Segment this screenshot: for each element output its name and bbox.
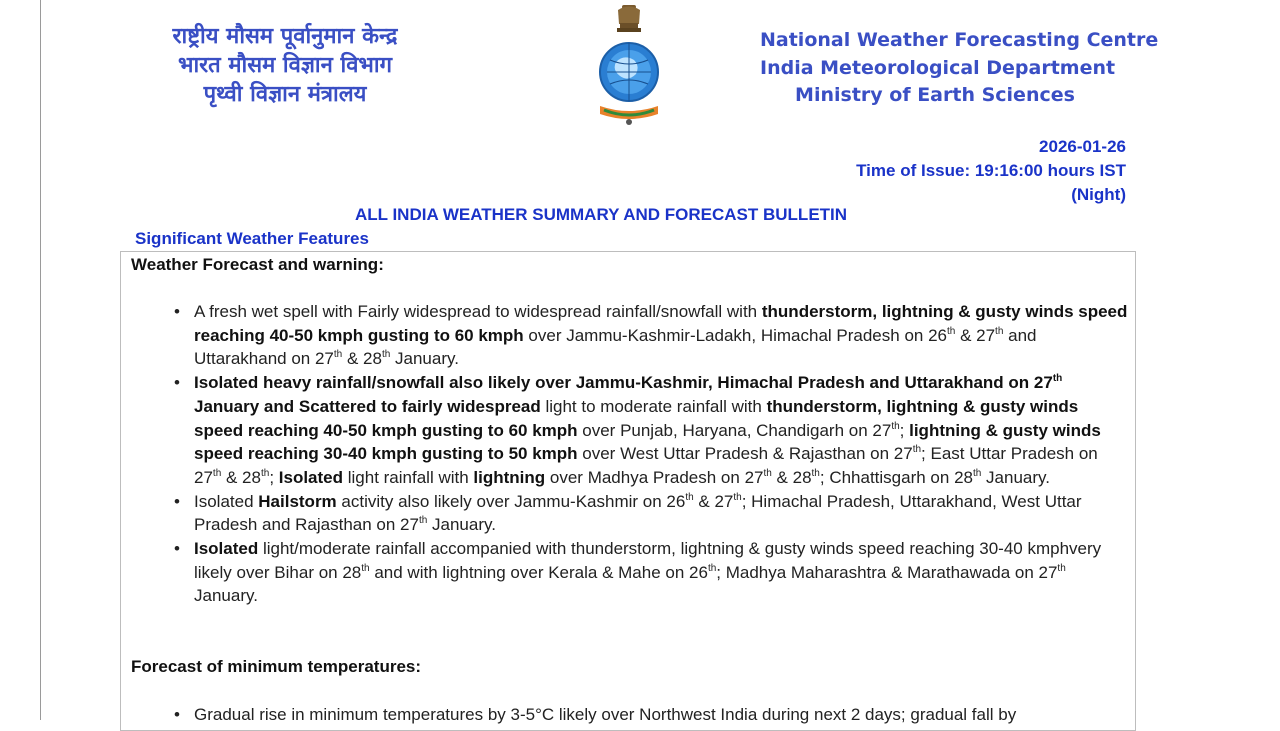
list-item-text: ; (269, 467, 279, 487)
list-item (121, 371, 1137, 490)
list-item-text: light/moderate rainfall accompanied with thunderstorm, lightning & gusty winds speed reaching 30-40 kmphvery likely over Bihar on 28 (194, 539, 1102, 582)
list-item-text: January. (194, 586, 258, 606)
list-item (121, 537, 1137, 608)
issue-time: Time of Issue: 19:16:00 hours IST (856, 161, 1126, 180)
list-item-text: & 28 (771, 467, 812, 487)
list-item-text: th (707, 562, 717, 574)
english-line-3: Ministry of Earth Sciences (795, 84, 1075, 106)
forecast-warning-heading: Weather Forecast and warning: (131, 255, 384, 274)
list-item-text: th (685, 491, 694, 503)
english-header (760, 27, 1159, 110)
list-item-text: lightning (473, 467, 546, 487)
list-item-text: Isolated (194, 539, 259, 559)
list-item-text: thunderstorm, lightning & gusty winds speed reaching 40-50 kmph gusting to 60 kmph (194, 302, 1128, 345)
list-item-text: th (811, 467, 820, 479)
list-item-text: January and Scattered to fairly widespread (194, 396, 541, 416)
list-item-text: th (947, 325, 956, 337)
imd-emblem-icon (596, 2, 662, 128)
list-item-text: ; (899, 420, 910, 440)
list-item (121, 703, 1137, 727)
forecast-box (120, 251, 1136, 731)
list-item-text: light to moderate rainfall with (540, 396, 767, 416)
hindi-line-1: राष्ट्रीय मौसम पूर्वानुमान केन्द्र (172, 24, 398, 49)
page-left-border (40, 0, 41, 720)
min-temp-list (121, 703, 1137, 727)
list-item-text: ; East Uttar Pradesh on 27 (194, 444, 1098, 487)
list-item-text: th (212, 467, 222, 479)
list-item-text: Isolated heavy rainfall/snowfall also likely over Jammu-Kashmir, Himachal Pradesh and Uttarakhand on 27 (194, 373, 1053, 393)
list-item-text: thunderstorm, lightning & gusty winds speed reaching 40-50 kmph gusting to 60 kmph (194, 396, 1079, 440)
list-item-text: th (260, 467, 270, 479)
list-item-text: Gradual rise in minimum temperatures by 3-5°C likely over Northwest India during next 2 days; gradual fall by (194, 705, 1017, 724)
hindi-header (150, 22, 420, 109)
list-item-text: Isolated (278, 467, 344, 487)
issue-period: (Night) (1071, 185, 1126, 204)
list-item-text: th (733, 491, 742, 503)
list-item-text: January. (981, 467, 1050, 487)
list-item-text: A fresh wet spell with Fairly widespread to widespread rainfall/snowfall with (194, 302, 762, 321)
list-item-text: activity also likely over Jammu-Kashmir on 26 (336, 491, 686, 511)
list-item-text: ; Himachal Pradesh, Uttarakhand, West Uttar Pradesh and Rajasthan on 27 (194, 491, 1082, 535)
list-item-text: January. (390, 349, 459, 369)
list-item (121, 490, 1137, 537)
list-item-text: lightning & gusty winds speed reaching 30-40 kmph gusting to 50 kmph (194, 420, 1101, 464)
list-item (121, 300, 1137, 371)
list-item-text: th (763, 467, 772, 479)
list-item-text: & 28 (221, 467, 261, 487)
list-item-text: th (972, 467, 982, 479)
list-item-text: Isolated (194, 491, 259, 511)
english-line-1: National Weather Forecasting Centre (760, 29, 1159, 51)
issue-info (800, 135, 1126, 207)
list-item-text: th (1057, 562, 1066, 574)
hindi-line-2: भारत मौसम विज्ञान विभाग (178, 53, 392, 78)
list-item-text: over Madhya Pradesh on 27 (545, 467, 764, 487)
list-item-text: ; Chhattisgarh on 28 (819, 467, 973, 487)
list-item-text: & 28 (342, 349, 382, 369)
issue-date: 2026-01-26 (1039, 137, 1126, 156)
section-title: Significant Weather Features (135, 229, 369, 248)
list-item-text: th (995, 325, 1004, 337)
list-item-text: over Jammu-Kashmir-Ladakh, Himachal Pradesh on 26 (523, 325, 947, 345)
english-line-2: India Meteorological Department (760, 56, 1116, 79)
list-item-text: th (912, 444, 922, 456)
list-item-text: th (361, 562, 370, 574)
list-item-text: and with lightning over Kerala & Mahe on 26 (369, 562, 708, 582)
forecast-warning-list (121, 300, 1137, 608)
list-item-text: ; Madhya Maharashtra & Marathawada on 27 (716, 562, 1058, 582)
list-item-text: Hailstorm (258, 491, 337, 511)
hindi-line-3: पृथ्वी विज्ञान मंत्रालय (203, 82, 367, 107)
list-item-text: th (333, 349, 343, 361)
list-item-text: th (381, 349, 391, 361)
min-temp-heading: Forecast of minimum temperatures: (131, 657, 422, 676)
bulletin-title: ALL INDIA WEATHER SUMMARY AND FORECAST BULLETIN (355, 205, 848, 224)
list-item-text: January. (427, 515, 496, 535)
list-item-text: over West Uttar Pradesh & Rajasthan on 27 (577, 444, 913, 464)
list-item-text: over Punjab, Haryana, Chandigarh on 27 (577, 420, 892, 440)
list-item-text: & 27 (693, 491, 734, 511)
list-item-text: & 27 (955, 325, 996, 345)
list-item-text: light rainfall with (343, 467, 474, 487)
list-item-text: th (891, 420, 900, 432)
list-item-text: th (418, 515, 428, 527)
list-item-text: and Uttarakhand on 27 (194, 325, 1037, 369)
list-item-text: th (1052, 373, 1063, 385)
